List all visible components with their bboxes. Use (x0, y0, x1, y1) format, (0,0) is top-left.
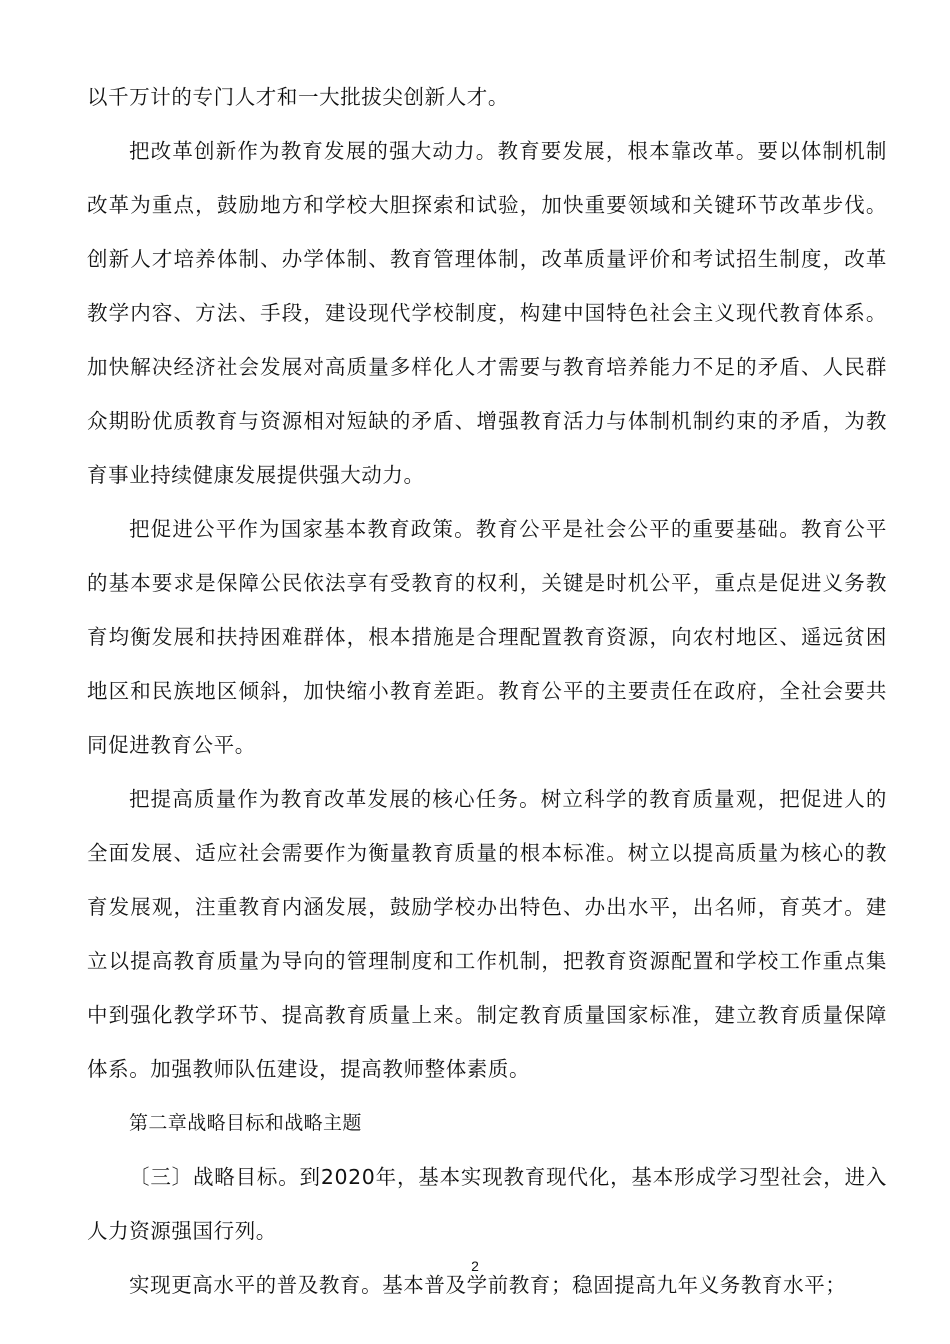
paragraph-education-equity: 把促进公平作为国家基本教育政策。教育公平是社会公平的重要基础。教育公平的基本要求是保障公民依法享有受教育的权利，关键是时机公平，重点是促进义务教育均衡发展和扶持困难群体，根本措施是合理配置教育资源，向农村地区、遥远贫困地区和民族地区倾斜，加快缩小教育差距。教育公平的主要责任在政府，全社会要共同促进教育公平。 (87, 517, 887, 757)
page-number: 2 (471, 1258, 479, 1274)
paragraph-reform-innovation: 把改革创新作为教育发展的强大动力。教育要发展，根本靠改革。要以体制机制改革为重点，鼓励地方和学校大胆探索和试验，加快重要领域和关键环节改革步伐。创新人才培养体制、办学体制、教育管理体制，改革质量评价和考试招生制度，改革教学内容、方法、手段，建设现代学校制度，构建中国特色社会主义现代教育体系。加快解决经济社会发展对高质量多样化人才需要与教育培养能力不足的矛盾、人民群众期盼优质教育与资源相对短缺的矛盾、增强教育活力与体制机制约束的矛盾，为教育事业持续健康发展提供强大动力。 (87, 139, 887, 487)
chapter-title: 第二章战略目标和战略主题 (129, 1112, 362, 1134)
document-body (87, 70, 887, 1312)
paragraph-education-quality: 把提高质量作为教育改革发展的核心任务。树立科学的教育质量观，把促进人的全面发展、适应社会需要作为衡量教育质量的根本标准。树立以提高质量为核心的教育发展观，注重教育内涵发展，鼓励学校办出特色、办出水平，出名师，育英才。建立以提高教育质量为导向的管理制度和工作机制，把教育资源配置和学校工作重点集中到强化教学环节、提高教育质量上来。制定教育质量国家标准，建立教育质量保障体系。加强教师队伍建设，提高教师整体素质。 (87, 787, 887, 1081)
paragraph-continuation: 以千万计的专门人才和一大批拔尖创新人才。 (87, 85, 509, 109)
paragraph-universal-education: 实现更高水平的普及教育。基本普及学前教育；稳固提高九年义务教育水平； (129, 1273, 847, 1297)
paragraph-strategic-goals: 〔三〕战略目标。到2020年，基本实现教育现代化，基本形成学习型社会，进入人力资源强国行列。 (87, 1165, 887, 1243)
